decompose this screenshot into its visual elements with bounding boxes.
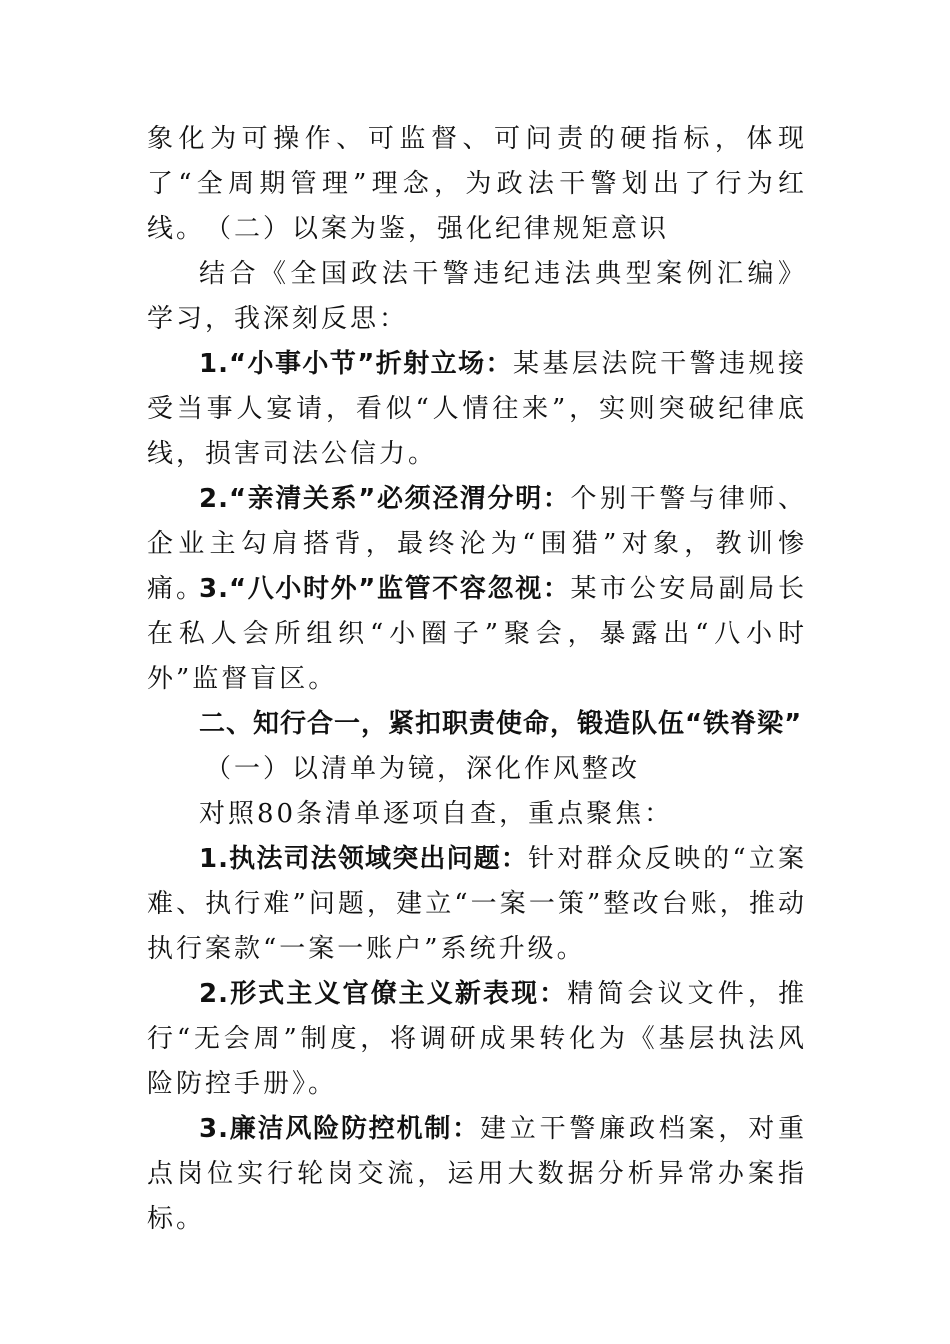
focus-item-1-lead: 1.执法司法领域突出问题：: [199, 844, 529, 874]
list-item-1: [147, 342, 807, 477]
list-item-2-lead: 2.“亲清关系”必须泾渭分明：: [199, 484, 571, 514]
focus-item-3: [147, 1107, 807, 1242]
focus-item-2-body: 精简会议文件，推行“无会周”制度，将调研成果转化为《基层执法风险防控手册》。: [147, 979, 807, 1099]
section-heading-2-1: （一）以清单为镜，深化作风整改: [205, 754, 641, 784]
focus-item-2: [147, 972, 807, 1107]
focus-item-1: [147, 837, 807, 972]
paragraph-checklist-intro: 对照80条清单逐项自查，重点聚焦：: [199, 799, 674, 829]
focus-item-3-body: 建立干警廉政档案，对重点岗位实行轮岗交流，运用大数据分析异常办案指标。: [147, 1114, 807, 1234]
list-item-3-body: 某市公安局副局长在私人会所组织“小圈子”聚会，暴露出“八小时外”监督盲区。: [147, 574, 807, 694]
section-heading-2-2: （二）以案为鉴，强化纪律规矩意识: [205, 214, 670, 244]
list-item-1-body: 某基层法院干警违规接受当事人宴请，看似“人情往来”，实则突破纪律底线，损害司法公信力。: [147, 349, 807, 469]
list-item-3: [147, 567, 807, 702]
paragraph-reflection-intro: 结合《全国政法干警违纪违法典型案例汇编》学习，我深刻反思：: [147, 259, 807, 334]
focus-item-2-lead: 2.形式主义官僚主义新表现：: [199, 979, 568, 1009]
paragraph-intro-continuation: 象化为可操作、可监督、可问责的硬指标，体现了“全周期管理”理念，为政法干警划出了行为红线。: [147, 124, 807, 244]
focus-item-1-body: 针对群众反映的“立案难、执行难”问题，建立“一案一策”整改台账，推动执行案款“一案一账户”系统升级。: [147, 844, 808, 964]
list-item-3-lead: 3.“八小时外”监管不容忽视：: [199, 574, 571, 604]
section-heading-2: 二、知行合一，紧扣职责使命，锻造队伍“铁脊梁”: [199, 709, 803, 739]
focus-item-3-lead: 3.廉洁风险防控机制：: [199, 1114, 480, 1144]
list-item-1-lead: 1.“小事小节”折射立场：: [199, 349, 513, 379]
list-item-2-body: 个别干警与律师、企业主勾肩搭背，最终沦为“围猎”对象，教训惨痛。: [147, 484, 807, 604]
